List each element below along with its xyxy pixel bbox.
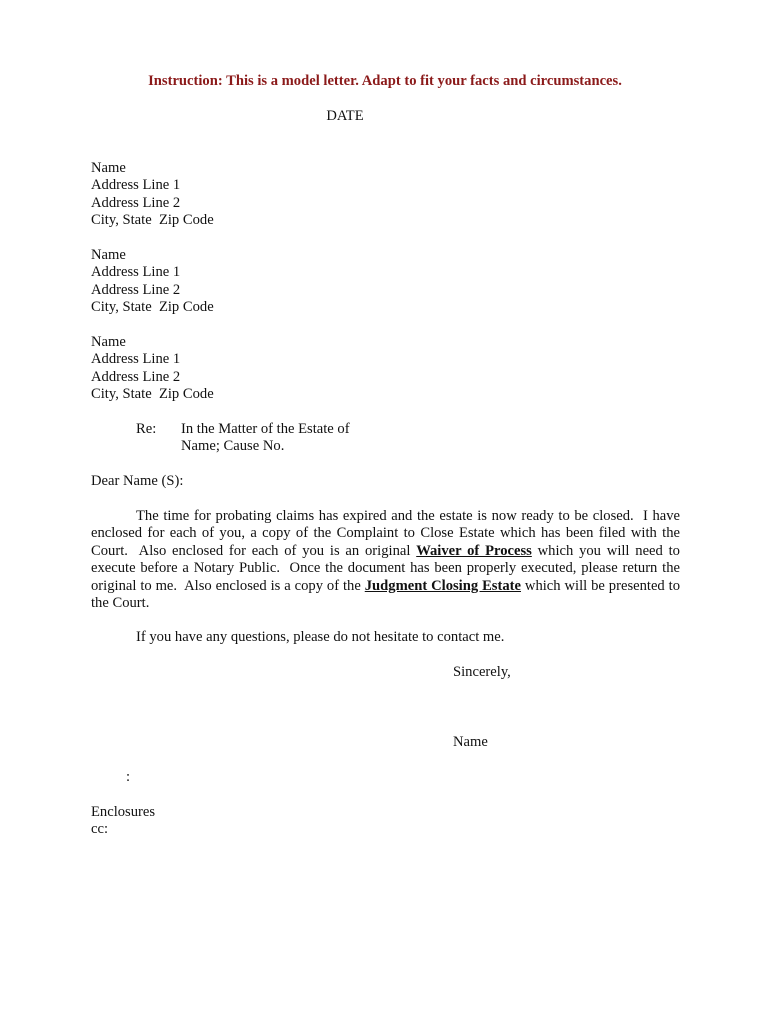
re-subject-line-2: Name; Cause No.	[181, 438, 285, 455]
recipient-address-line-2: Address Line 2	[91, 281, 181, 298]
re-label: Re:	[136, 421, 157, 437]
recipient-address-line-2: Address Line 2	[91, 368, 181, 385]
closing: Sincerely,	[453, 664, 511, 680]
recipient-name: Name	[91, 334, 126, 350]
recipient-address-3	[91, 334, 214, 404]
recipient-address-line-1: Address Line 1	[91, 351, 181, 368]
letter-date: DATE	[326, 108, 364, 124]
recipient-address-line-1: Address Line 1	[91, 264, 181, 281]
recipient-city-state-zip: City, State Zip Code	[91, 386, 214, 403]
recipient-city-state-zip: City, State Zip Code	[91, 212, 214, 229]
recipient-address-line-1: Address Line 1	[91, 177, 181, 194]
cc-label: cc:	[91, 821, 109, 837]
body-text: which will be presented to the Court.	[91, 577, 680, 612]
signer-name: Name	[453, 734, 488, 750]
salutation: Dear Name (S):	[91, 473, 184, 489]
recipient-address-2	[91, 247, 214, 317]
re-subject	[181, 421, 350, 456]
signature-colon: :	[126, 769, 131, 785]
body-text: The time for probating claims has expired and the estate is now ready to be closed. I have enclosed for each of you, a copy of the Complaint to Close Estate which has been filed with the Court. Also enclosed for each of you is an original	[91, 508, 684, 559]
recipient-city-state-zip: City, State Zip Code	[91, 299, 214, 316]
recipient-name: Name	[91, 160, 126, 176]
judgment-closing-estate-title: Judgment Closing Estate	[364, 577, 521, 594]
waiver-of-process-title: Waiver of Process	[416, 542, 532, 559]
body-text: which you will need to execute before a Notary Public. Once the document has been properly executed, please return the original to me. Also enclosed is a copy of the	[91, 542, 684, 594]
re-subject-line-1: In the Matter of the Estate of	[181, 421, 350, 437]
recipient-name: Name	[91, 247, 126, 263]
recipient-address-line-2: Address Line 2	[91, 194, 181, 211]
instruction-note: Instruction: This is a model letter. Adapt to fit your facts and circumstances.	[148, 73, 622, 89]
body-paragraph-1	[91, 508, 684, 612]
enclosures-label: Enclosures	[91, 804, 156, 820]
body-paragraph-2: If you have any questions, please do not hesitate to contact me.	[136, 629, 505, 645]
recipient-address-1	[91, 160, 214, 230]
